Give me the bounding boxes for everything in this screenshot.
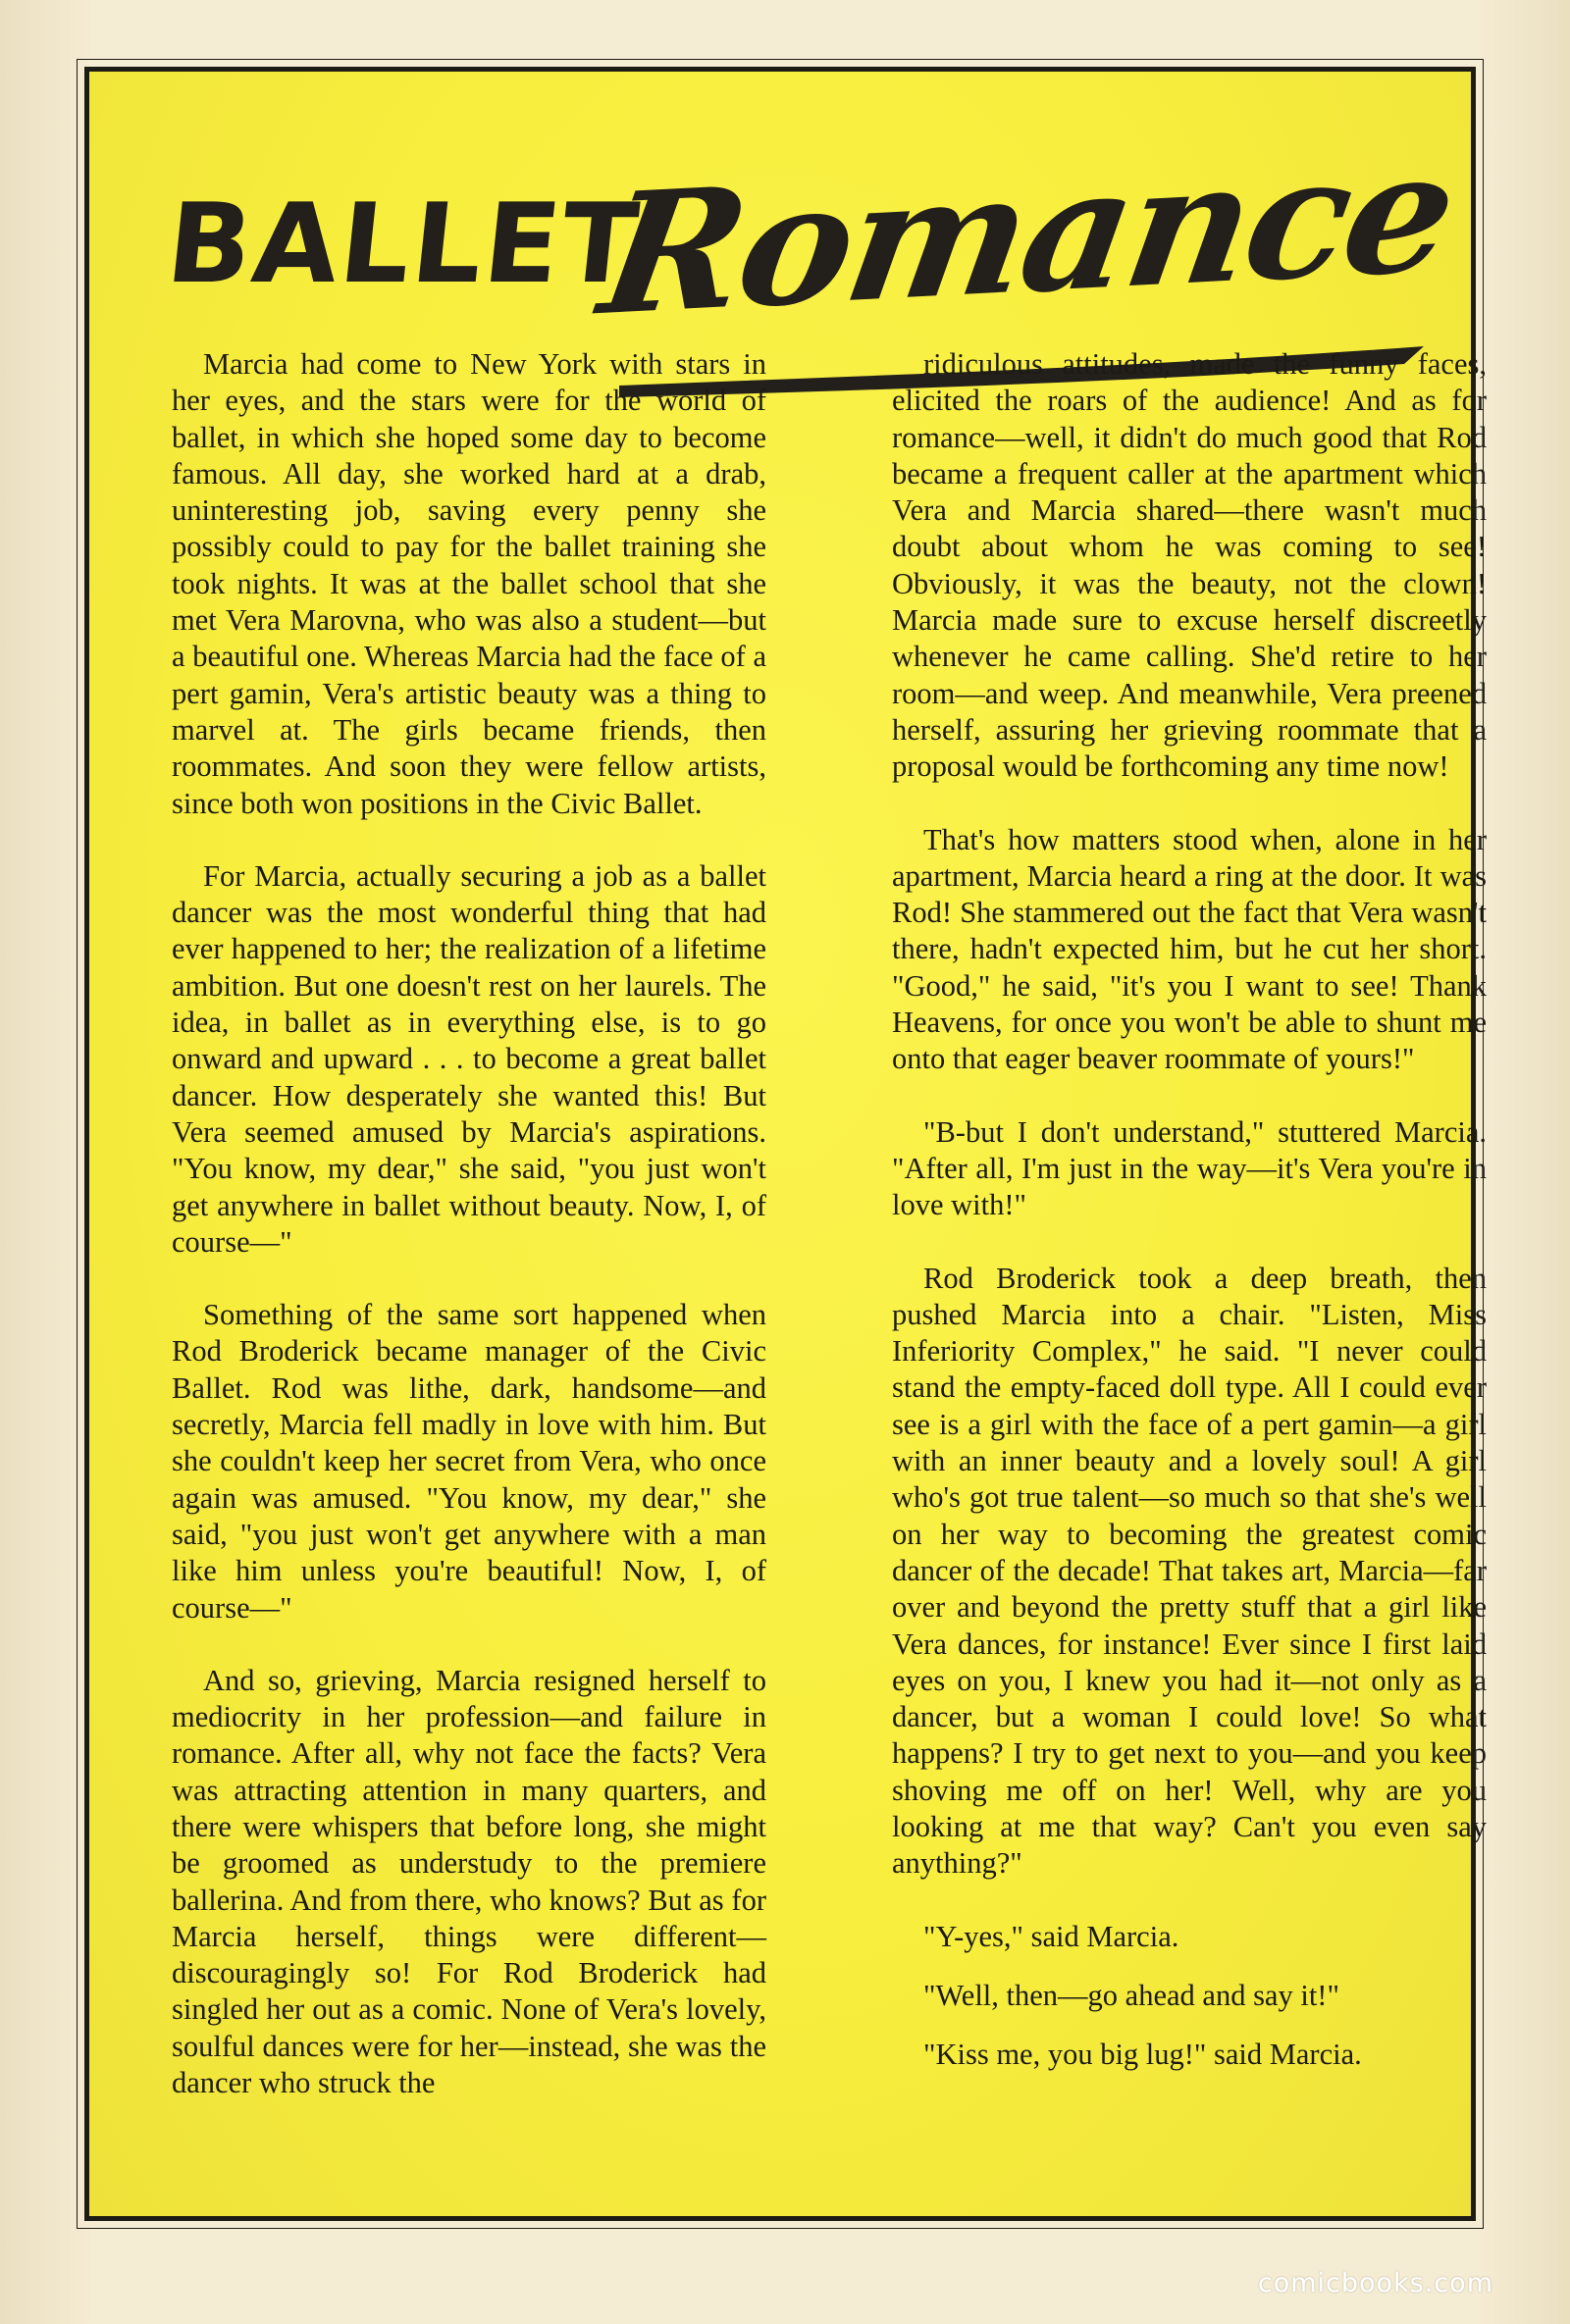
title-ballet: BALLET xyxy=(161,181,646,308)
story-title xyxy=(89,113,1471,376)
paragraph: ridiculous attitudes, made the funny faces, elicited the roars of the audience! And as for romance—well, it didn't do much good that Rod became a frequent caller at the apartment which Vera and Marcia shared—there wasn't much doubt about whom he was coming to see! Obviously, it was the beauty, not the clown! Marcia made sure to excuse herself discreetly whenever he came calling. She'd retire to her room—and weep. And meanwhile, Vera preened herself, assuring her grieving roommate that a proposal would be forthcoming any time now! xyxy=(892,347,1487,784)
paragraph: "Kiss me, you big lug!" said Marcia. xyxy=(923,2038,1362,2072)
paragraph: That's how matters stood when, alone in her apartment, Marcia heard a ring at the door. It was Rod! She stammered out the fact that Vera wasn't there, hadn't expected him, but he cut her short. "Good," he said, "it's you I want to see! Thank Heavens, for once you won't be able to shunt me onto that eager beaver roommate of yours!" xyxy=(892,822,1487,1076)
paragraph: And so, grieving, Marcia resigned herself to mediocrity in her profession—and failure in romance. After all, why not face the facts? Vera was attracting attention in many quarters, and there were whispers that before long, she might be groomed as understudy to the premiere ballerina. And from there, who knows? But as for Marcia herself, things were different—discouragingly so! For Rod Broderick had singled her out as a comic. None of Vera's lovely, soulful dances were for her—instead, she was the dancer who struck the xyxy=(172,1663,766,2100)
paragraph: "B-but I don't understand," stuttered Marcia. "After all, I'm just in the way—it's Vera you're in love with!" xyxy=(892,1114,1487,1222)
paragraph: "Y-yes," said Marcia. xyxy=(923,1919,1179,1953)
paragraph: Rod Broderick took a deep breath, then pushed Marcia into a chair. "Listen, Miss Inferiority Complex," he said. "I never could stand the empty-faced doll type. All I could ever see is a girl with the face of a pert gamin—a girl with an inner beauty and a lovely soul! A girl who's got true talent—so much so that she's well on her way to becoming the greatest comic dancer of the decade! That takes art, Marcia—far over and beyond the pretty stuff that a girl like Vera dances, for instance! Ever since I first laid eyes on you, I knew you had it—not only as a dancer, but a woman I could love! So what happens? I try to get next to you—and you keep shoving me off on her! Well, why are you looking at me that way? Can't you even say anything?" xyxy=(892,1261,1487,1881)
left-column xyxy=(172,346,766,2138)
paragraph: Marcia had come to New York with stars in her eyes, and the stars were for the world of ballet, in which she hoped some day to become famous. All day, she worked hard at a drab, uninteresting job, saving every penny she possibly could to pay for the ballet training she took nights. It was at the ballet school that she met Vera Marovna, who was also a student—but a beautiful one. Whereas Marcia had the face of a pert gamin, Vera's artistic beauty was a thing to marvel at. The girls became friends, then roommates. And soon they were fellow artists, since both won positions in the Civic Ballet. xyxy=(172,347,766,820)
paragraph: Something of the same sort happened when Rod Broderick became manager of the Civic Ballet. Rod was lithe, dark, handsome—and secretly, Marcia fell madly in love with him. But she couldn't keep her secret from Vera, who once again was amused. "You know, my dear," she said, "you just won't get anywhere with a man like him unless you're beautiful! Now, I, of course—" xyxy=(172,1298,766,1625)
title-romance: Romance xyxy=(589,113,1466,354)
right-column xyxy=(892,346,1487,2095)
story-text xyxy=(172,346,1487,2191)
site-watermark: comicbooks.com xyxy=(1257,2268,1493,2298)
story-panel xyxy=(84,67,1487,2221)
paragraph: For Marcia, actually securing a job as a ballet dancer was the most wonderful thing that had ever happened to her; the realization of a lifetime ambition. But one doesn't rest on her laurels. The idea, in ballet as in everything else, is to go onward and upward . . . to become a great ballet dancer. How desperately she wanted this! But Vera seemed amused by Marcia's aspirations. "You know, my dear," she said, "you just won't get anywhere in ballet without beauty. Now, I, of course—" xyxy=(172,858,766,1259)
paragraph: "Well, then—go ahead and say it!" xyxy=(923,1978,1339,2012)
